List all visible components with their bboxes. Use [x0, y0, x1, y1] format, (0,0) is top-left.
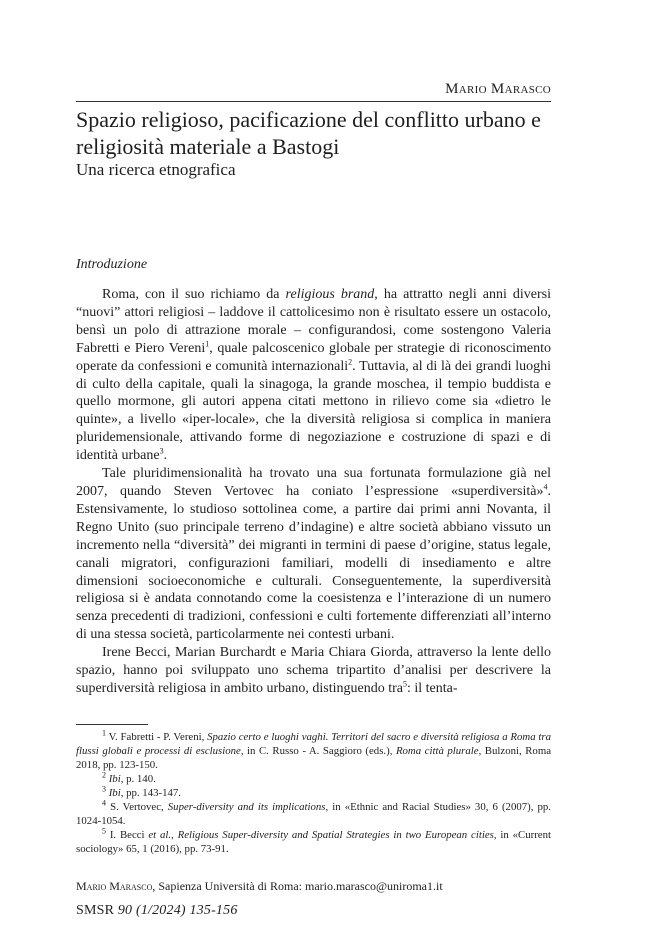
paragraph-1 [76, 286, 551, 465]
text-span: , Bulzoni, Roma 2018, pp. 123-150. [76, 745, 552, 771]
article-subtitle: Una ricerca etnografica [76, 160, 236, 179]
footnote-5 [76, 828, 551, 856]
article-title: Spazio religioso, pacificazione del conflitto urbano e religiosità materiale a Bastogi [76, 107, 541, 159]
footnote-ref[interactable]: 1 [205, 339, 210, 349]
text-span: , in «Ethnic and Racial Studies» 30, 6 (2007), pp. 1024-1054. [76, 801, 551, 827]
text-span: Roma, con il suo richiamo da [102, 287, 286, 302]
text-span: , p. 140. [120, 773, 156, 785]
text-span: I. Becci [106, 829, 149, 841]
paragraph-2 [76, 465, 551, 644]
text-span: . Tuttavia, al di là dei grandi luoghi di culto della capitale, quali la sinagoga, la grande moschea, il tempio buddista e quello mormone, gli autori appena citati mettono in rilievo come sia «dietro le quinte», a livello «iper-locale», che la diversità religiosa si complica in maniera pluridemensionale, attivando forme di negoziazione e costruzione di spazi e di identità urbane [76, 358, 551, 464]
italic-span: et al. [148, 829, 172, 841]
text-span: : il tenta- [406, 680, 458, 696]
footnote-number: 2 [102, 770, 106, 780]
footnote-number: 4 [102, 798, 106, 808]
affiliation-author: Mario Marasco [76, 879, 153, 893]
text-span: S. Vertovec, [106, 801, 168, 813]
text-span: V. Fabretti - P. Vereni, [106, 731, 208, 743]
journal-issue: 90 (1/2024) 135-156 [117, 903, 238, 918]
italic-span: Ibi [108, 787, 121, 799]
italic-span: religious brand [285, 287, 375, 302]
affiliation-text: , Sapienza Università di Roma: mario.marasco@uniroma1.it [152, 879, 443, 893]
footnote-ref[interactable]: 5 [402, 679, 407, 689]
footnote-1 [76, 730, 551, 772]
footnote-number: 3 [102, 784, 106, 794]
running-head-author: Mario Marasco [445, 81, 551, 97]
footnote-4 [76, 800, 551, 828]
footnote-rule [76, 724, 148, 725]
italic-span: Religious Super-diversity and Spatial Strategies in two European cities [177, 829, 494, 841]
italic-span: Spazio certo e luoghi vaghi. Territori del sacro e diversità religiosa a Roma tra flussi globali e processi di esclusione [76, 731, 551, 757]
paragraph-3 [76, 644, 551, 698]
footnote-ref[interactable]: 3 [159, 446, 164, 456]
body-text [76, 286, 551, 698]
italic-span: Ibi [108, 773, 121, 785]
text-span: . [163, 448, 168, 464]
journal-name: SMSR [76, 903, 118, 918]
text-span: , in «Current sociology» 65, 1 (2016), pp. 73-91. [76, 829, 551, 855]
journal-citation [76, 903, 238, 919]
text-span: , [171, 829, 178, 841]
text-span: , in C. Russo - A. Saggioro (eds.), [240, 745, 396, 757]
italic-span: Roma città plurale [395, 745, 479, 757]
footnote-3 [76, 786, 551, 800]
text-span: , pp. 143-147. [120, 787, 181, 799]
footnotes [76, 730, 551, 856]
footnote-number: 5 [102, 826, 106, 836]
text-span: , quale palcoscenico globale per strategie di riconoscimento operate da confessioni e comunità internazionali [76, 340, 551, 374]
header-rule [76, 101, 551, 102]
footnote-ref[interactable]: 2 [348, 356, 353, 366]
italic-span: Super-diversity and its implications [167, 801, 326, 813]
author-affiliation [76, 879, 443, 894]
text-span: Tale pluridimensionalità ha trovato una sua fortunata formulazione già nel 2007, quando Steven Vertovec ha coniato l’espressione «superdiversità» [76, 466, 551, 499]
footnote-ref[interactable]: 4 [543, 482, 548, 492]
section-heading: Introduzione [76, 257, 148, 272]
footnote-2 [76, 772, 551, 786]
text-span: . Estensivamente, lo studioso sottolinea come, a partire dai primi anni Novanta, il Regno Unito (suo principale terreno d’indagine) e altre società abbiano vissuto un incremento nella “diversità” dei migranti in termini di paese d’origine, status legale, canali migratori, configurazioni familiari, modelli di insediamento e altre dimensioni socioeconomiche e culturali. Conseguentemente, la superdiversità religiosa si è andata connotando come la coesistenza e l’interazione di un numero senza precedenti di tradizioni, confessioni e culti fortemente differenziati all’interno di una stessa società, particolarmente nei contesti urbani. [76, 483, 551, 643]
text-span: Irene Becci, Marian Burchardt e Maria Chiara Giorda, attraverso la lente dello spazio, hanno poi sviluppato uno schema tripartito d’analisi per descrivere la superdiversità religiosa in ambito urbano, distinguendo tra [76, 645, 551, 696]
text-span: , ha attratto negli anni diversi “nuovi” attori religiosi – laddove il cattolicesimo non è risultato essere un ostacolo, bensì un polo di attrazione morale – configurandosi, come sostengono Valeria Fabretti e Piero Vereni [76, 287, 552, 356]
footnote-number: 1 [102, 728, 106, 738]
